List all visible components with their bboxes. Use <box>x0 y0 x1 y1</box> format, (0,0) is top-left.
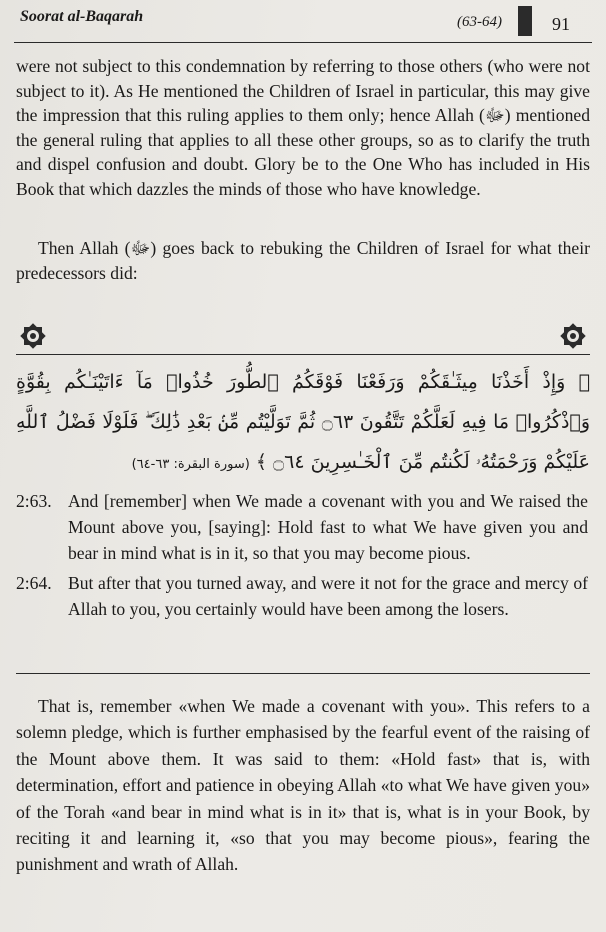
verse-item <box>16 488 588 566</box>
star-ornament-icon <box>558 321 588 351</box>
verse-item <box>16 570 588 622</box>
divider <box>16 673 590 674</box>
verse-number: 2:63. <box>16 491 52 511</box>
arabic-verse <box>16 362 590 485</box>
verse-number: 2:64. <box>16 573 52 593</box>
verse-text: But after that you turned away, and were it not for the grace and mercy of Allah to you, you certainly would have been among the losers. <box>68 573 588 619</box>
divider <box>16 354 590 355</box>
page-number: 91 <box>552 14 570 34</box>
paragraph-commentary: That is, remember «when We made a covenant with you». This refers to a solemn pledge, which is further emphasised by the fearful event of the raising of the Mount above them. It was said to them: «Hold fast» that is, with determination, effort and patience in obeying Allah «to what We have given you» of the Torah «and bear in mind what is in it» that is, what is in your Book, by reciting it and learning it, «so that you may become pious», fearing the punishment and wrath of Allah. <box>16 696 590 875</box>
paragraph-transition: Then Allah (ﷻ) goes back to rebuking the Children of Israel for what their predecessors did: <box>16 238 590 283</box>
star-ornament-icon <box>18 321 48 351</box>
arabic-verse-text: ﴿ وَإِذْ أَخَذْنَا مِيثَـٰقَكُمْ وَرَفَعْنَا فَوْقَكُمُ ٱلطُّورَ خُذُوا۟ مَآ ءَاتَيْنَـٰكُم بِقُوَّةٍ وَٱذْكُرُوا۟ مَا فِيهِ لَعَلَّكُمْ تَتَّقُونَ ۝٦٣ ثُمَّ تَوَلَّيْتُم مِّنۢ بَعْدِ ذَٰلِكَ ۖ فَلَوْلَا فَضْلُ ٱللَّهِ عَلَيْكُمْ وَرَحْمَتُهُۥ لَكُنتُم مِّنَ ٱلْخَـٰسِرِينَ ۝٦٤ ﴾ <box>16 371 591 473</box>
arabic-reference: (سورة البقرة: ٦٣-٦٤) <box>131 457 250 472</box>
verse-range: (63-64) <box>457 14 502 30</box>
verse-text: And [remember] when We made a covenant with you and We raised the Mount above you, [saying]: Hold fast to what We have given you and bear in mind what is in it, so that you may become pious. <box>68 491 588 563</box>
verse-translations <box>16 488 588 626</box>
paragraph-intro: were not subject to this condemnation by referring to those others (who were not subject to it). As He mentioned the Children of Israel in particular, this may give the impression that this ruling applies to them only; hence Allah (ﷻ) mentioned the general ruling that applies to all these other groups, so as to clarify the truth and dispel confusion and doubt. Glory be to the One Who has included in His Book that which dazzles the minds of those who have knowledge. <box>16 56 590 199</box>
running-title: Soorat al-Baqarah <box>20 8 144 25</box>
page-header <box>14 0 592 43</box>
header-bar-mark <box>518 6 532 36</box>
